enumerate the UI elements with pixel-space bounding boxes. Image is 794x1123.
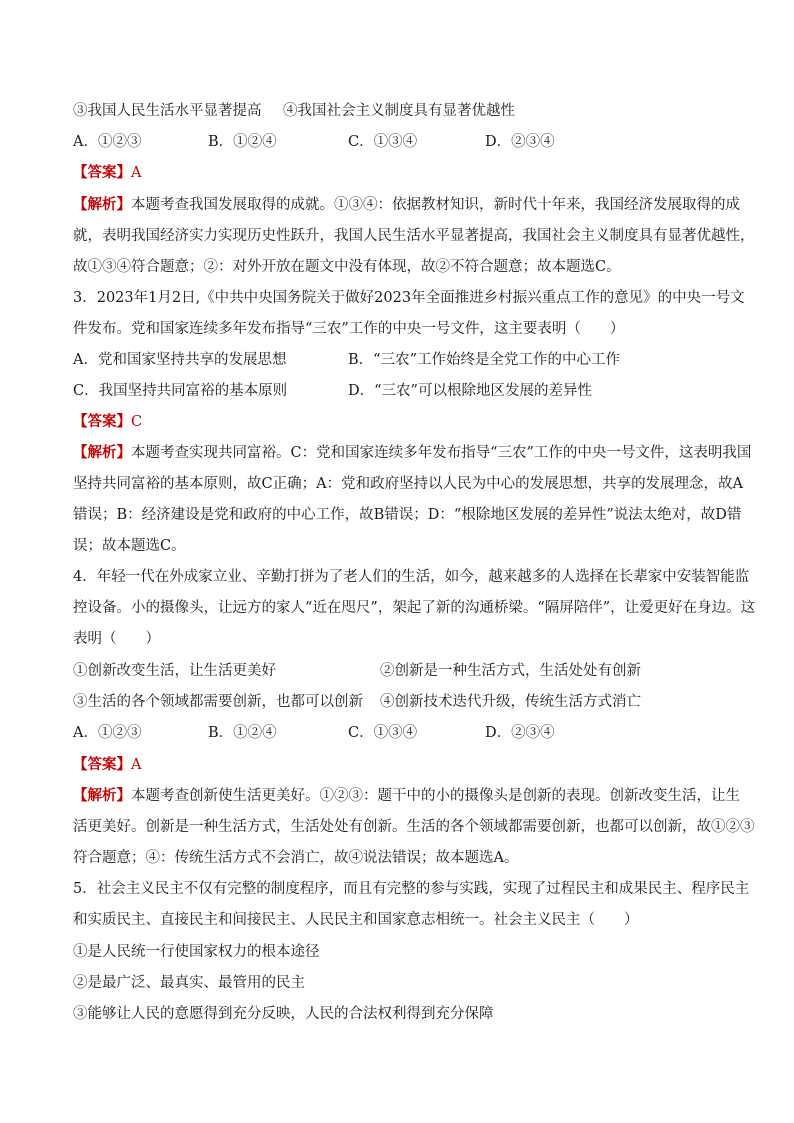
q3-analysis-line: 误；故本题选C。 bbox=[73, 538, 186, 554]
answer-value: A bbox=[131, 757, 142, 773]
answer-value: C bbox=[131, 414, 143, 430]
q4-analysis-line bbox=[73, 786, 740, 806]
answer-value: A bbox=[131, 165, 142, 181]
q2-option-b: B．①②④ bbox=[208, 134, 277, 150]
q4-option-d: D．②③④ bbox=[485, 725, 555, 741]
q2-analysis-line: 就，表明我国经济实力实现历史性跃升，我国人民生活水平显著提高，我国社会主义制度具有显著优越性， bbox=[73, 228, 755, 244]
q2-option-d: D．②③④ bbox=[485, 134, 555, 150]
q3-option-b: B．“三农”工作始终是全党工作的中心工作 bbox=[348, 352, 620, 368]
q2-analysis-line bbox=[73, 195, 740, 215]
q4-option-c: C．①③④ bbox=[348, 725, 418, 741]
q5-statement-1: ①是人民统一行使国家权力的根本途径 bbox=[73, 944, 320, 960]
q4-analysis-line: 活更美好。创新是一种生活方式，生活处处有创新。生活的各个领域都需要创新，也都可以创新，故①②③ bbox=[73, 819, 755, 835]
q4-answer bbox=[73, 755, 141, 775]
q2-statement-4: ④我国社会主义制度具有显著优越性 bbox=[283, 103, 515, 119]
q4-statement-2: ②创新是一种生活方式，生活处处有创新 bbox=[380, 663, 641, 679]
analysis-label: 【解析】 bbox=[73, 787, 131, 804]
q4-stem-line: 控设备。小的摄像头，让远方的家人“近在咫尺”，架起了新的沟通桥梁。“隔屏陪伴”，让爱更好在身边。这 bbox=[73, 600, 756, 616]
answer-label: 【答案】 bbox=[73, 756, 131, 773]
q4-stem-line: 表明（ ） bbox=[73, 631, 160, 647]
q4-option-a: A．①②③ bbox=[73, 725, 142, 741]
q3-answer bbox=[73, 412, 142, 432]
q4-stem-line: 4．年轻一代在外成家立业、辛勤打拼为了老人们的生活，如今，越来越多的人选择在长辈家中安装智能监 bbox=[73, 569, 750, 585]
q4-statement-1: ①创新改变生活，让生活更美好 bbox=[73, 663, 276, 679]
q2-analysis-line: 故①③④符合题意；②：对外开放在题文中没有体现，故②不符合题意；故本题选C。 bbox=[73, 259, 621, 275]
q3-analysis-line: 坚持共同富裕的基本原则，故C正确；A：党和政府坚持以人民为中心的发展思想，共享的发展理念，故A bbox=[73, 476, 744, 492]
analysis-text: 本题考查实现共同富裕。C：党和国家连续多年发布指导“三农”工作的中央一号文件，这表明我国 bbox=[131, 445, 752, 461]
q5-statement-3: ③能够让人民的意愿得到充分反映，人民的合法权利得到充分保障 bbox=[73, 1006, 494, 1022]
q3-stem-line: 3．2023年1月2日,《中共中央国务院关于做好2023年全面推进乡村振兴重点工作的意见》的中央一号文 bbox=[73, 290, 745, 306]
analysis-label: 【解析】 bbox=[73, 444, 131, 461]
q3-stem-line: 件发布。党和国家连续多年发布指导“三农”工作的中央一号文件，这主要表明（ ） bbox=[73, 321, 625, 337]
q3-option-d: D．“三农”可以根除地区发展的差异性 bbox=[348, 383, 592, 399]
q3-analysis-line bbox=[73, 443, 751, 463]
q3-option-a: A．党和国家坚持共享的发展思想 bbox=[73, 352, 287, 368]
q4-analysis-line: 符合题意；④：传统生活方式不会消亡，故④说法错误；故本题选A。 bbox=[73, 850, 519, 866]
analysis-label: 【解析】 bbox=[73, 196, 131, 213]
q3-analysis-line: 错误；B：经济建设是党和政府的中心工作，故B错误；D：“根除地区发展的差异性”说法太绝对，故D错 bbox=[73, 507, 742, 523]
q5-stem-line: 5．社会主义民主不仅有完整的制度程序，而且有完整的参与实践，实现了过程民主和成果民主、程序民主 bbox=[73, 881, 750, 897]
q4-statement-4: ④创新技术迭代升级，传统生活方式消亡 bbox=[380, 694, 641, 710]
answer-label: 【答案】 bbox=[73, 164, 131, 181]
q4-statement-3: ③生活的各个领域都需要创新，也都可以创新 bbox=[73, 694, 363, 710]
answer-label: 【答案】 bbox=[73, 413, 131, 430]
q2-statement-3: ③我国人民生活水平显著提高 bbox=[73, 103, 262, 119]
q3-option-c: C．我国坚持共同富裕的基本原则 bbox=[73, 383, 288, 399]
q4-option-b: B．①②④ bbox=[208, 725, 277, 741]
q2-answer bbox=[73, 163, 141, 183]
analysis-text: 本题考查我国发展取得的成就。①③④：依据教材知识，新时代十年来，我国经济发展取得的成 bbox=[131, 197, 740, 213]
q2-option-c: C．①③④ bbox=[348, 134, 418, 150]
q2-option-a: A．①②③ bbox=[73, 134, 142, 150]
q5-statement-2: ②是最广泛、最真实、最管用的民主 bbox=[73, 975, 305, 991]
analysis-text: 本题考查创新使生活更美好。①②③：题干中的小的摄像头是创新的表现。创新改变生活，让生 bbox=[131, 788, 740, 804]
q5-stem-line: 和实质民主、直接民主和间接民主、人民民主和国家意志相统一。社会主义民主（ ） bbox=[73, 912, 639, 928]
